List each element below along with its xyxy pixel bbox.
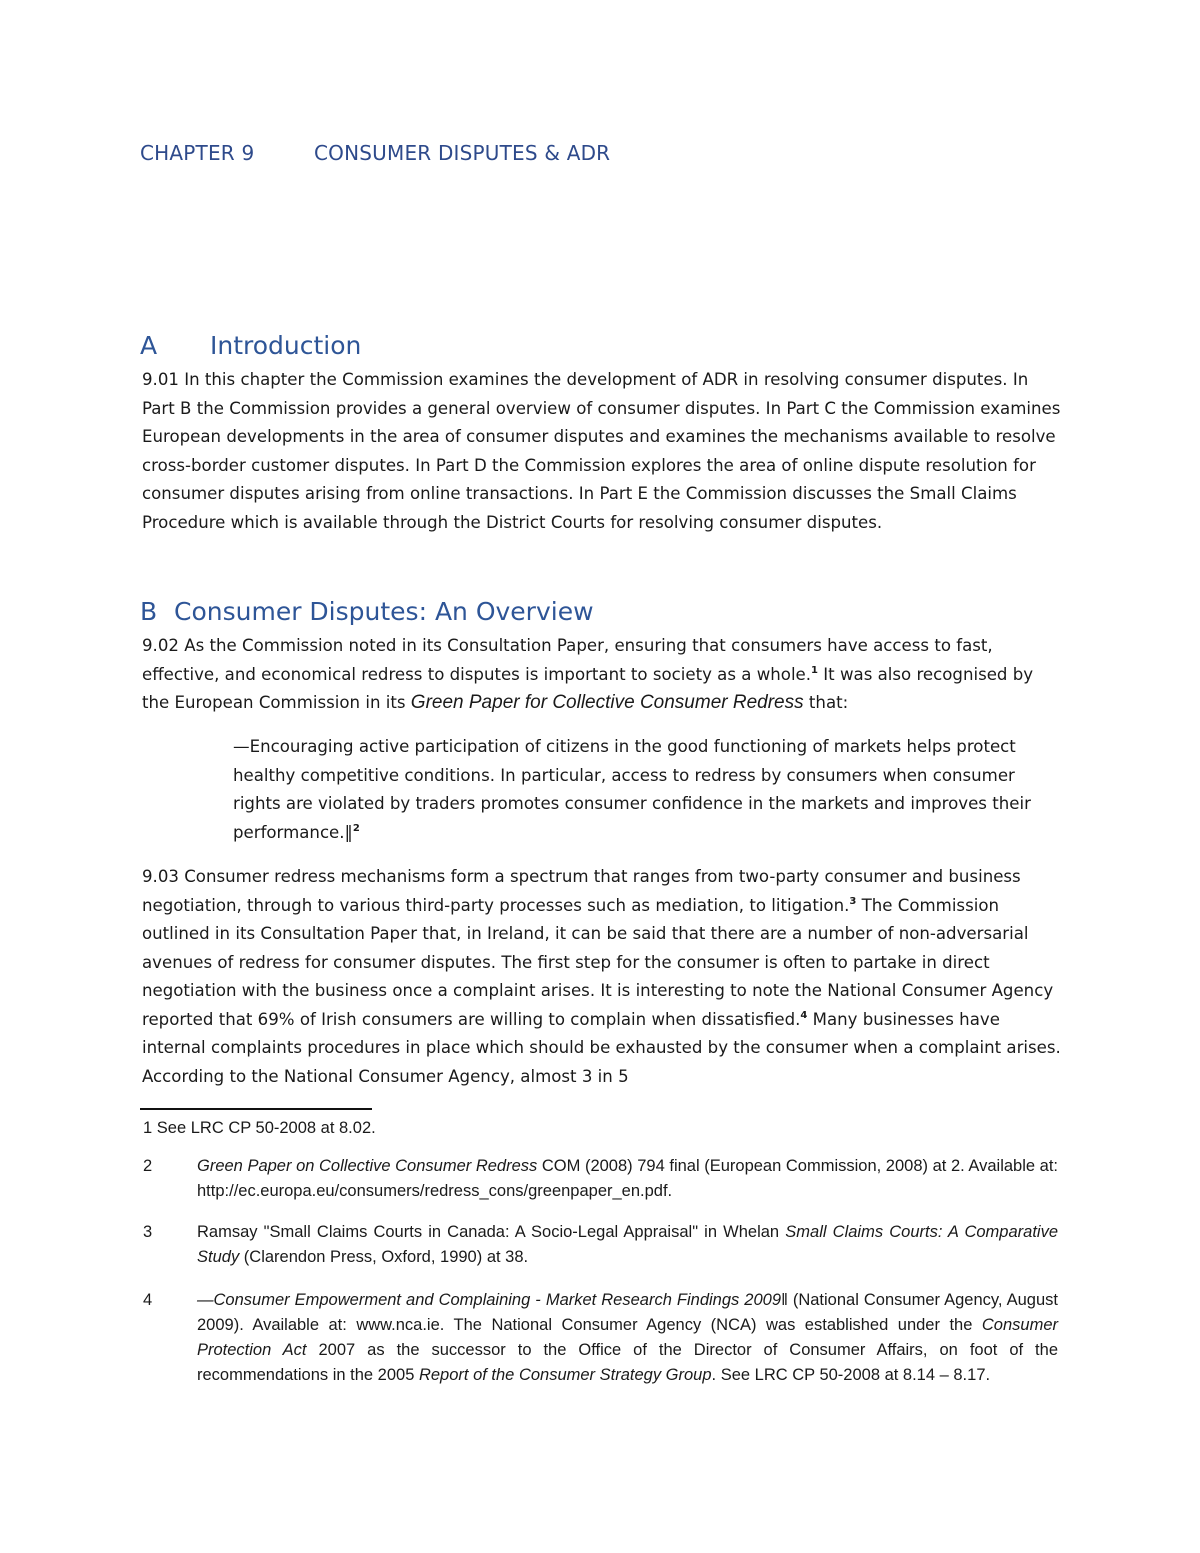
footnote-2-text: COM (2008) 794 final (European Commission, 2008) at 2. Available at: http://ec.europa.eu/consumers/redress_cons/greenpaper_en.pdf. (197, 1157, 1058, 1200)
footnote-1 (143, 1116, 1058, 1141)
para-9-03-text-c: Many businesses have internal complaints procedures in place which should be exhausted by the consumer when a complaint arises. According to the National Consumer Agency, almost 3 in 5 (142, 1009, 1061, 1086)
footnote-1-text: See LRC CP 50-2008 at 8.02. (156, 1119, 376, 1137)
footnote-3-text-a: Ramsay "Small Claims Courts in Canada: A Socio-Legal Appraisal" in Whelan (197, 1223, 786, 1241)
footnote-4-text-b: 2007 as the successor to the Office of the Director of Consumer Affairs, on foot of the recommendations in the 2005 (197, 1341, 1058, 1384)
footnote-separator (140, 1108, 372, 1110)
paragraph-9-03 (142, 863, 1062, 1091)
footnote-4-text-c: . See LRC CP 50-2008 at 8.14 – 8.17. (711, 1366, 991, 1384)
footnote-3-text-b: (Clarendon Press, Oxford, 1990) at 38. (239, 1248, 529, 1266)
footnote-4-italic-a: —Consumer Empowerment and Complaining - Market Research Findings 2009‖ (197, 1291, 788, 1309)
footnote-ref-2: 2 (352, 822, 360, 834)
footnote-4 (143, 1288, 1058, 1388)
section-b-letter: B (140, 597, 158, 626)
section-b-title: Consumer Disputes: An Overview (174, 597, 594, 626)
section-a-heading (140, 331, 361, 360)
section-b-heading (140, 597, 594, 626)
footnote-1-number: 1 (143, 1119, 153, 1137)
para-9-02-text-a: 9.02 As the Commission noted in its Consultation Paper, ensuring that consumers have access to fast, effective, and economical redress to disputes is important to society as a whole. (142, 636, 993, 684)
chapter-title: CONSUMER DISPUTES & ADR (314, 141, 611, 165)
para-9-03-text-b: The Commission outlined in its Consultation Paper that, in Ireland, it can be said that there are a number of non-adversarial avenues of redress for consumer disputes. The first step for the consumer is often to partake in direct negotiation with the business once a complaint arises. It is interesting to note the National Consumer Agency reported that 69% of Irish consumers are willing to complain when dissatisfied. (142, 895, 1054, 1029)
footnote-4-italic-b: Consumer Protection Act (197, 1316, 1058, 1359)
footnote-3 (143, 1220, 1058, 1270)
footnote-4-italic-c: Report of the Consumer Strategy Group (418, 1366, 712, 1384)
para-9-02-text-b: It was also recognised by the European Commission in its (142, 664, 1034, 712)
footnote-ref-1: 1 (811, 664, 819, 676)
footnote-2-italic: Green Paper on Collective Consumer Redress (197, 1157, 538, 1175)
footnote-4-number: 4 (143, 1291, 153, 1309)
paragraph-9-01: 9.01 In this chapter the Commission examines the development of ADR in resolving consumer disputes. In Part B the Commission provides a general overview of consumer disputes. In Part C the Commission examines European developments in the area of consumer disputes and examines the mechanisms available to resolve cross-border customer disputes. In Part D the Commission explores the area of online dispute resolution for consumer disputes arising from online transactions. In Part E the Commission discusses the Small Claims Procedure which is available through the District Courts for resolving consumer disputes. (142, 370, 1061, 532)
green-paper-title: Green Paper for Collective Consumer Redress (410, 692, 804, 713)
footnote-3-italic: Small Claims Courts: A Comparative Study (197, 1223, 1059, 1266)
section-a-title: Introduction (210, 331, 362, 360)
footnote-4-text-a: (National Consumer Agency, August 2009). Available at: www.nca.ie. The National Consumer Agency (NCA) was established under the (197, 1291, 1058, 1334)
footnote-ref-4: 4 (800, 1009, 808, 1021)
para-9-02-text-c: that: (803, 693, 849, 712)
footnote-3-number: 3 (143, 1223, 153, 1241)
block-quote (233, 733, 1063, 847)
footnote-2-number: 2 (143, 1157, 153, 1175)
para-9-03-text-a: 9.03 Consumer redress mechanisms form a spectrum that ranges from two-party consumer and business negotiation, through to various third-party processes such as mediation, to litigation. (142, 867, 1021, 915)
footnote-ref-3: 3 (849, 895, 857, 907)
chapter-number: CHAPTER 9 (140, 141, 255, 165)
quote-text: —Encouraging active participation of citizens in the good functioning of markets helps protect healthy competitive conditions. In particular, access to redress by consumers when consumer rights are violated by traders promotes consumer confidence in the markets and improves their performance.‖ (233, 737, 1031, 842)
chapter-heading (140, 141, 610, 165)
paragraph-9-02 (142, 632, 1062, 718)
section-a-letter: A (140, 331, 158, 360)
footnote-2 (143, 1154, 1058, 1204)
